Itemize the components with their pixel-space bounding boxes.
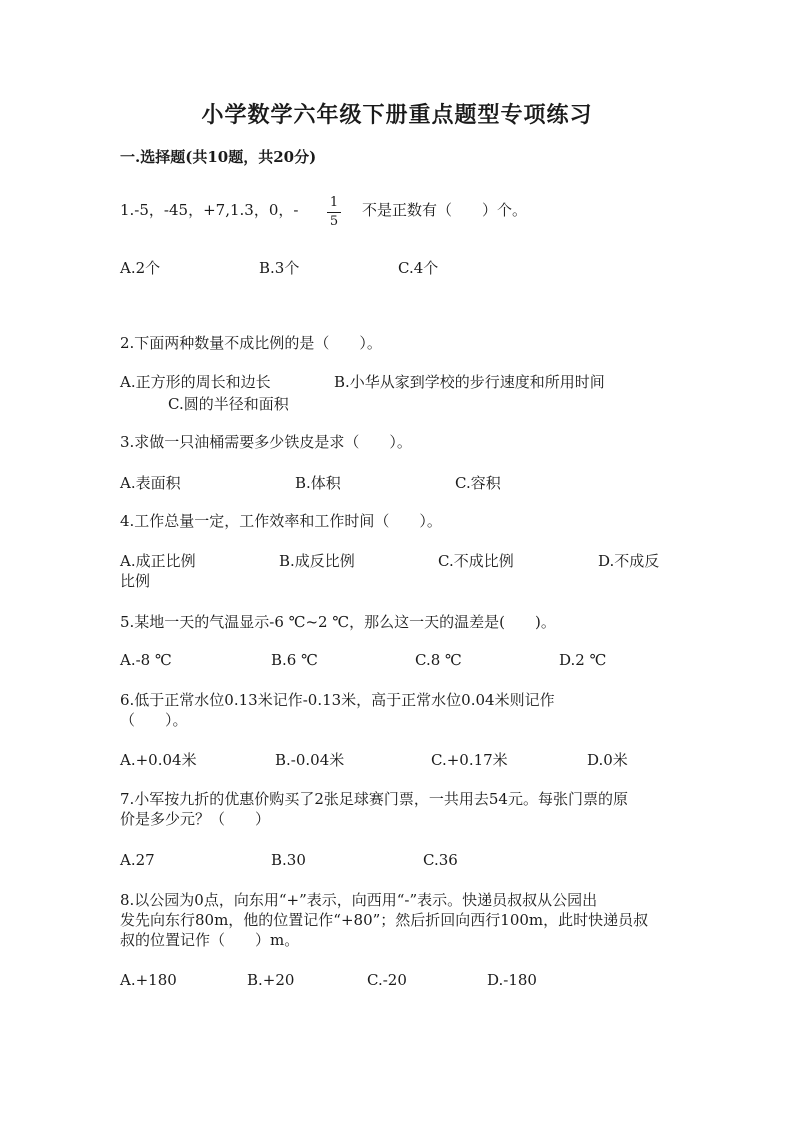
q8-option-b: B.+20 bbox=[247, 971, 295, 989]
q2-option-b: B.小华从家到学校的步行速度和所用时间 bbox=[334, 373, 605, 391]
q2-option-c: C.圆的半径和面积 bbox=[168, 395, 289, 413]
q5-option-d: D.2 ℃ bbox=[559, 651, 607, 669]
q3-option-b: B.体积 bbox=[295, 474, 341, 492]
question-4-stem: 4.工作总量一定，工作效率和工作时间（ ）。 bbox=[120, 512, 442, 530]
q7-option-b: B.30 bbox=[271, 851, 306, 869]
q6-option-a: A.+0.04米 bbox=[120, 751, 197, 769]
q3-option-a: A.表面积 bbox=[120, 474, 181, 492]
q6-option-b: B.-0.04米 bbox=[275, 751, 345, 769]
question-2-stem: 2.下面两种数量不成比例的是（ ）。 bbox=[120, 334, 382, 352]
fraction-numerator: 1 bbox=[329, 195, 339, 210]
question-7-stem: 7.小军按九折的优惠价购买了2张足球赛门票，一共用去54元。每张门票的原 bbox=[120, 790, 628, 808]
question-5-stem: 5.某地一天的气温显示-6 ℃~2 ℃，那么这一天的温差是( )。 bbox=[120, 613, 556, 631]
q4-option-c: C.不成比例 bbox=[438, 552, 514, 570]
q8-option-c: C.-20 bbox=[367, 971, 407, 989]
question-3-stem: 3.求做一只油桶需要多少铁皮是求（ ）。 bbox=[120, 433, 412, 451]
page-title: 小学数学六年级下册重点题型专项练习 bbox=[201, 102, 593, 128]
q7-option-c: C.36 bbox=[423, 851, 458, 869]
question-1-stem-end: 不是正数有（ ）个。 bbox=[362, 201, 528, 219]
question-6-stem: 6.低于正常水位0.13米记作-0.13米，高于正常水位0.04米则记作 bbox=[120, 691, 555, 709]
q5-option-a: A.-8 ℃ bbox=[120, 651, 172, 669]
q4-option-d: D.不成反 bbox=[598, 552, 660, 570]
q7-option-a: A.27 bbox=[120, 851, 155, 869]
question-8-stem-line2: 发先向东行80m，他的位置记作“+80”；然后折回向西行100m，此时快递员叔 bbox=[120, 911, 649, 929]
fraction-denominator: 5 bbox=[329, 214, 339, 229]
q1-option-b: B.3个 bbox=[259, 259, 300, 277]
question-6-stem-line2: （ ）。 bbox=[120, 711, 188, 729]
q5-option-c: C.8 ℃ bbox=[415, 651, 462, 669]
section-heading: 一.选择题(共10题，共20分) bbox=[120, 148, 317, 166]
q8-option-a: A.+180 bbox=[120, 971, 177, 989]
fraction-bar bbox=[327, 212, 341, 213]
q1-option-c: C.4个 bbox=[398, 259, 439, 277]
q6-option-d: D.0米 bbox=[587, 751, 628, 769]
q4-option-d-wrap: 比例 bbox=[120, 572, 151, 590]
q1-option-a: A.2个 bbox=[120, 259, 161, 277]
q5-option-b: B.6 ℃ bbox=[271, 651, 318, 669]
question-1-stem: 1.-5，-45，+7,1.3，0，- bbox=[120, 201, 299, 219]
question-7-stem-line2: 价是多少元？（ ） bbox=[120, 810, 271, 828]
question-8-stem-line3: 叔的位置记作（ ）m。 bbox=[120, 931, 300, 949]
q4-option-b: B.成反比例 bbox=[279, 552, 355, 570]
q3-option-c: C.容积 bbox=[455, 474, 501, 492]
q4-option-a: A.成正比例 bbox=[120, 552, 196, 570]
question-8-stem: 8.以公园为0点，向东用“+”表示，向西用“-”表示。快递员叔叔从公园出 bbox=[120, 891, 598, 909]
q8-option-d: D.-180 bbox=[487, 971, 537, 989]
q6-option-c: C.+0.17米 bbox=[431, 751, 508, 769]
q2-option-a: A.正方形的周长和边长 bbox=[120, 373, 271, 391]
fraction-one-fifth bbox=[326, 196, 342, 229]
